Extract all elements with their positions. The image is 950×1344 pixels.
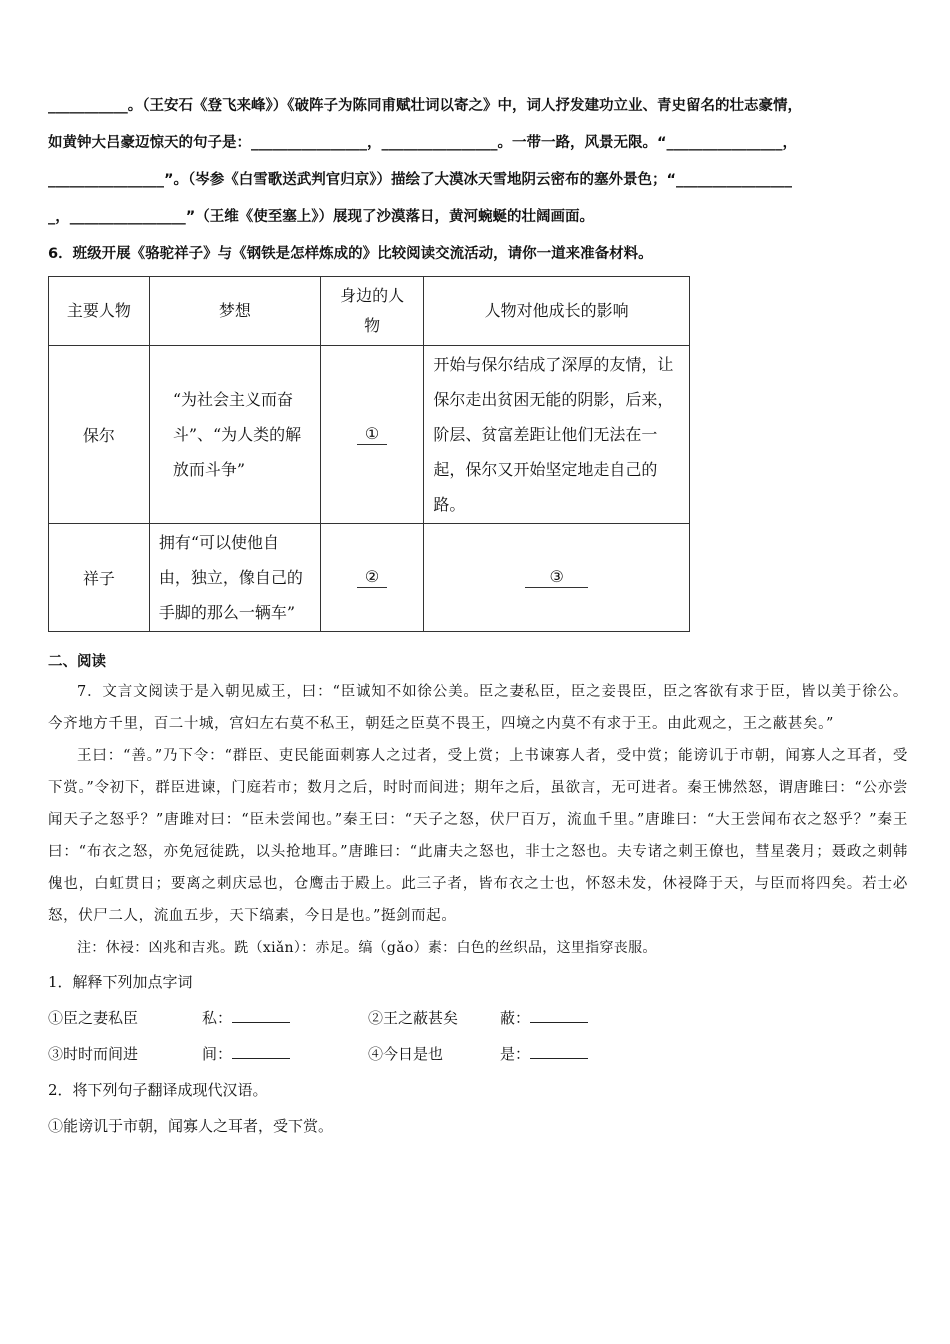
header-influence: 人物对他成长的影响 [424,277,690,346]
word-label-4: 是： [500,1045,531,1063]
header-main-character: 主要人物 [49,277,150,346]
word-sentence-4: ④今日是也 [368,1045,444,1063]
comparison-table [48,276,690,632]
sub-question-1: 1．解释下列加点字词 [48,973,193,991]
answer-blank-1[interactable]: ① [357,424,387,445]
cell-companion[interactable] [320,524,423,632]
q5-line-2: 如黄钟大吕豪迈惊天的句子是：________________，________________。一带一路，风景无限。“________________， [48,135,798,151]
word-label-3: 间： [202,1045,233,1063]
cell-dream [149,346,320,524]
answer-blank-2[interactable]: ② [357,567,387,588]
cell-dream [149,524,320,632]
table-row [49,524,690,632]
cell-person: 保尔 [49,346,150,524]
translation-item-1: ①能谤讥于市朝，闻寡人之耳者，受下赏。 [48,1117,334,1135]
word-label-2: 蔽： [500,1009,531,1027]
word-answer-2[interactable] [500,1000,620,1036]
word-sentence-3: ③时时而间进 [48,1045,139,1063]
answer-blank-3[interactable]: ③ [525,567,587,588]
header-companion-text: 身边的人物 [340,286,405,335]
word-answer-1[interactable] [202,1000,368,1036]
section-2-title: 二、阅读 [48,654,106,670]
word-label-1: 私： [202,1009,233,1027]
table-header-row [49,277,690,346]
word-sentence-1: ①臣之妻私臣 [48,1009,139,1027]
word-row-1 [48,1000,908,1036]
q5-line-1: ___________。（王安石《登飞来峰》）《破阵子为陈同甫赋壮词以寄之》中，词人抒发建功立业、青史留名的壮志豪情， [48,98,802,114]
passage-note: 注：休祲：凶兆和吉兆。跣（xiǎn）：赤足。缟（gǎo）素：白色的丝织品，这里指穿丧服。 [77,940,657,956]
word-sentence-2: ②王之蔽甚矣 [368,1009,459,1027]
header-dream: 梦想 [149,277,320,346]
table-row [49,346,690,524]
answer-line-1[interactable] [232,1004,290,1023]
q5-line-4: _，________________”（王维《使至塞上》）展现了沙漠落日，黄河蜿蜒的壮阔画面。 [48,209,595,225]
passage-paragraph-1: 7．文言文阅读于是入朝见威王，曰：“臣诚知不如徐公美。臣之妻私臣，臣之妾畏臣，臣之客欲有求于臣，皆以美于徐公。今齐地方千里，百二十城，宫妇左右莫不私王，朝廷之臣莫不畏王，四境之内莫不有求于王。由此观之，王之蔽甚矣。” [48,684,908,732]
exam-page [48,96,908,1144]
cell-influence [424,346,690,524]
answer-line-3[interactable] [232,1040,290,1059]
question-5-fill-in [48,96,908,244]
answer-line-2[interactable] [530,1004,588,1023]
question-6-prompt: 6．班级开展《骆驼祥子》与《钢铁是怎样炼成的》比较阅读交流活动，请你一道来准备材料。 [48,246,653,262]
answer-line-4[interactable] [530,1040,588,1059]
cell-dream-text: “为社会主义而奋斗”、“为人类的解放而斗争” [172,390,302,479]
cell-influence[interactable] [424,524,690,632]
cell-person: 祥子 [49,524,150,632]
cell-dream-text: 拥有“可以使他自由，独立，像自己的手脚的那么一辆车” [158,533,303,622]
header-companion [320,277,423,346]
q5-line-3: ________________”。（岑参《白雪歌送武判官归京》）描绘了大漠冰天雪地阴云密布的塞外景色；“________________ [48,172,793,188]
sub-question-2: 2．将下列句子翻译成现代汉语。 [48,1081,268,1099]
cell-companion[interactable] [320,346,423,524]
passage-paragraph-2: 王曰：“善。”乃下令：“群臣、吏民能面刺寡人之过者，受上赏；上书谏寡人者，受中赏；能谤讥于市朝，闻寡人之耳者，受下赏。”令初下，群臣进谏，门庭若市；数月之后，时时而间进；期年之后，虽欲言，无可进者。秦王怫然怒，谓唐雎曰：“公亦尝闻天子之怒乎？”唐雎对曰：“臣未尝闻也。”秦王曰：“天子之怒，伏尸百万，流血千里。”唐雎曰：“大王尝闻布衣之怒乎？”秦王曰：“布衣之怒，亦免冠徒跣，以头抢地耳。”唐雎曰：“此庸夫之怒也，非士之怒也。夫专诸之刺王僚也，彗星袭月；聂政之刺韩傀也，白虹贯日；要离之刺庆忌也，仓鹰击于殿上。此三子者，皆布衣之士也，怀怒未发，休祲降于天，与臣而将四矣。若士必怒，伏尸二人，流血五步，天下缟素，今日是也。”挺剑而起。 [48,748,908,924]
word-row-2 [48,1036,908,1072]
word-answer-3[interactable] [202,1036,368,1072]
cell-influence-text: 开始与保尔结成了深厚的友情，让保尔走出贫困无能的阴影，后来，阶层、贫富差距让他们无法在一起，保尔又开始坚定地走自己的路。 [433,355,674,514]
word-answer-4[interactable] [500,1036,620,1072]
